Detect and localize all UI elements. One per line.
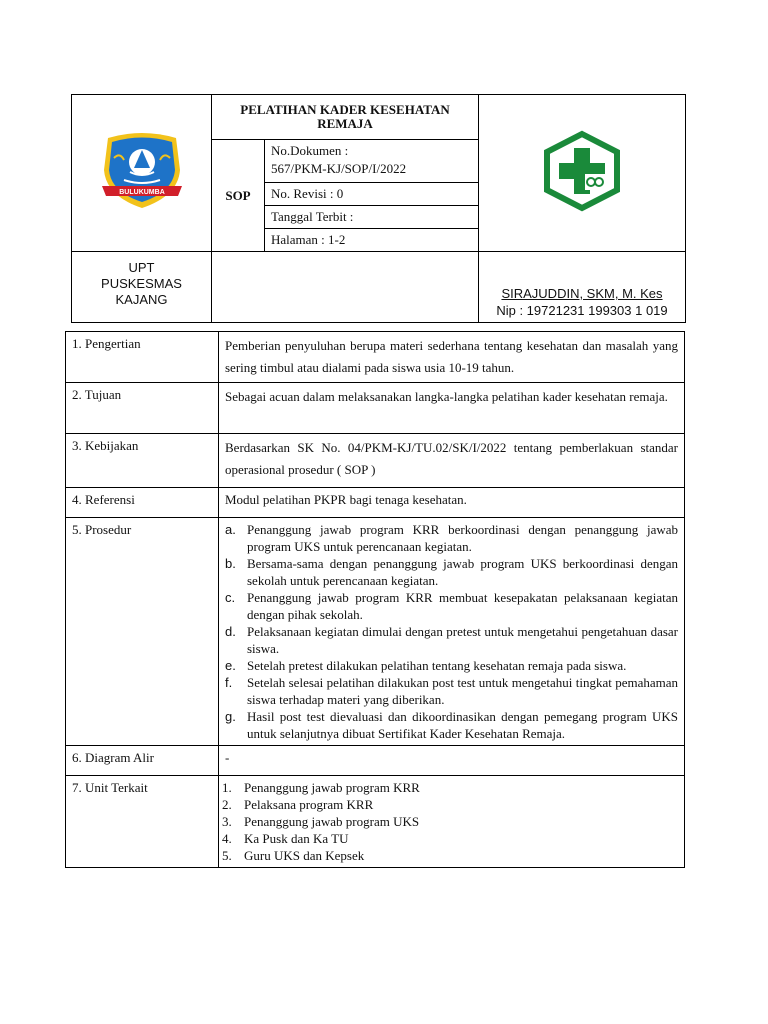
value-diagram-alir: - <box>219 746 685 776</box>
revision-number: No. Revisi : 0 <box>265 183 479 206</box>
unit-item <box>222 796 678 813</box>
procedure-marker: b. <box>225 556 236 571</box>
procedure-text: Setelah selesai pelatihan dilakukan post test untuk mengetahui tingkat pemahaman siswa terhadap materi yang diberikan. <box>247 675 678 707</box>
procedure-marker: d. <box>225 624 236 639</box>
value-prosedur <box>219 518 685 746</box>
left-logo-cell <box>72 95 212 252</box>
value-pengertian: Pemberian penyuluhan berupa materi sederhana tentang kesehatan dan masalah yang sering timbul atau dialami pada siswa usia 10-19 tahun. <box>219 332 685 383</box>
sop-label: SOP <box>212 140 265 252</box>
procedure-marker: c. <box>225 590 236 605</box>
unit-item <box>222 813 678 830</box>
procedure-marker: f. <box>225 675 233 690</box>
unit-line-2: PUSKESMAS <box>101 276 182 291</box>
label-referensi: 4. Referensi <box>66 488 219 518</box>
procedure-text: Hasil post test dievaluasi dan dikoordinasikan dengan pemegang program UKS untuk selanjutnya dibuat Sertifikat Kader Kesehatan Remaja. <box>247 709 678 741</box>
unit-line-3: KAJANG <box>115 292 168 307</box>
procedure-text: Bersama-sama dengan penanggung jawab program UKS berkoordinasi dengan sekolah untuk perencanaan kegiatan. <box>247 556 678 588</box>
label-pengertian: 1. Pengertian <box>66 332 219 383</box>
procedure-text: Pelaksanaan kegiatan dimulai dengan pretest untuk mengetahui pengetahuan dasar siswa. <box>247 624 678 656</box>
doc-number <box>265 140 479 183</box>
procedure-item <box>225 674 678 708</box>
procedure-marker: a. <box>225 522 236 537</box>
unit-text: Ka Pusk dan Ka TU <box>244 831 349 846</box>
issue-date: Tanggal Terbit : <box>265 206 479 229</box>
unit-marker: 5. <box>222 848 232 863</box>
label-tujuan: 2. Tujuan <box>66 383 219 434</box>
unit-marker: 2. <box>222 797 232 812</box>
unit-text: Penanggung jawab program UKS <box>244 814 420 829</box>
unit-text: Pelaksana program KRR <box>244 797 374 812</box>
label-kebijakan: 3. Kebijakan <box>66 434 219 488</box>
value-kebijakan: Berdasarkan SK No. 04/PKM-KJ/TU.02/SK/I/2022 tentang pemberlakuan standar operasional prosedur ( SOP ) <box>219 434 685 488</box>
unit-marker: 4. <box>222 831 232 846</box>
blank-cell <box>212 252 479 323</box>
procedure-item <box>225 589 678 623</box>
sop-header-table <box>71 94 686 323</box>
procedure-item <box>225 708 678 742</box>
document-title: PELATIHAN KADER KESEHATAN REMAJA <box>212 95 479 140</box>
signatory <box>479 252 686 323</box>
procedure-list <box>225 521 678 742</box>
value-unit-terkait <box>219 776 685 868</box>
procedure-item <box>225 657 678 674</box>
unit-marker: 3. <box>222 814 232 829</box>
unit-item <box>222 779 678 796</box>
unit-item <box>222 830 678 847</box>
procedure-text: Penanggung jawab program KRR membuat kesepakatan pelaksanaan kegiatan dengan pihak sekolah. <box>247 590 678 622</box>
label-unit-terkait: 7. Unit Terkait <box>66 776 219 868</box>
right-logo-cell <box>479 95 686 252</box>
unit-name <box>72 252 212 323</box>
svg-text:BULUKUMBA: BULUKUMBA <box>118 189 165 196</box>
doc-number-label: No.Dokumen : <box>271 143 349 158</box>
label-diagram-alir: 6. Diagram Alir <box>66 746 219 776</box>
procedure-marker: e. <box>225 658 236 673</box>
procedure-item <box>225 555 678 589</box>
label-prosedur: 5. Prosedur <box>66 518 219 746</box>
unit-list <box>222 779 678 864</box>
unit-item <box>222 847 678 864</box>
unit-text: Guru UKS dan Kepsek <box>244 848 365 863</box>
signatory-name: SIRAJUDDIN, SKM, M. Kes <box>501 286 663 301</box>
unit-text: Penanggung jawab program KRR <box>244 780 420 795</box>
procedure-text: Setelah pretest dilakukan pelatihan tentang kesehatan remaja pada siswa. <box>247 658 627 673</box>
procedure-item <box>225 623 678 657</box>
unit-line-1: UPT <box>128 260 155 275</box>
procedure-marker: g. <box>225 709 236 724</box>
value-referensi: Modul pelatihan PKPR bagi tenaga kesehatan. <box>219 488 685 518</box>
procedure-text: Penanggung jawab program KRR berkoordinasi dengan penanggung jawab program UKS untuk perencanaan kegiatan. <box>247 522 678 554</box>
puskesmas-logo-icon <box>541 130 623 212</box>
page-count: Halaman : 1-2 <box>265 229 479 252</box>
doc-number-value: 567/PKM-KJ/SOP/I/2022 <box>271 161 407 176</box>
signatory-nip: Nip : 19721231 199303 1 019 <box>496 303 668 318</box>
procedure-item <box>225 521 678 555</box>
value-tujuan: Sebagai acuan dalam melaksanakan langka-langka pelatihan kader kesehatan remaja. <box>219 383 685 434</box>
bulukumba-emblem-icon <box>94 130 190 212</box>
sop-content-table <box>65 331 685 868</box>
unit-marker: 1. <box>222 780 232 795</box>
